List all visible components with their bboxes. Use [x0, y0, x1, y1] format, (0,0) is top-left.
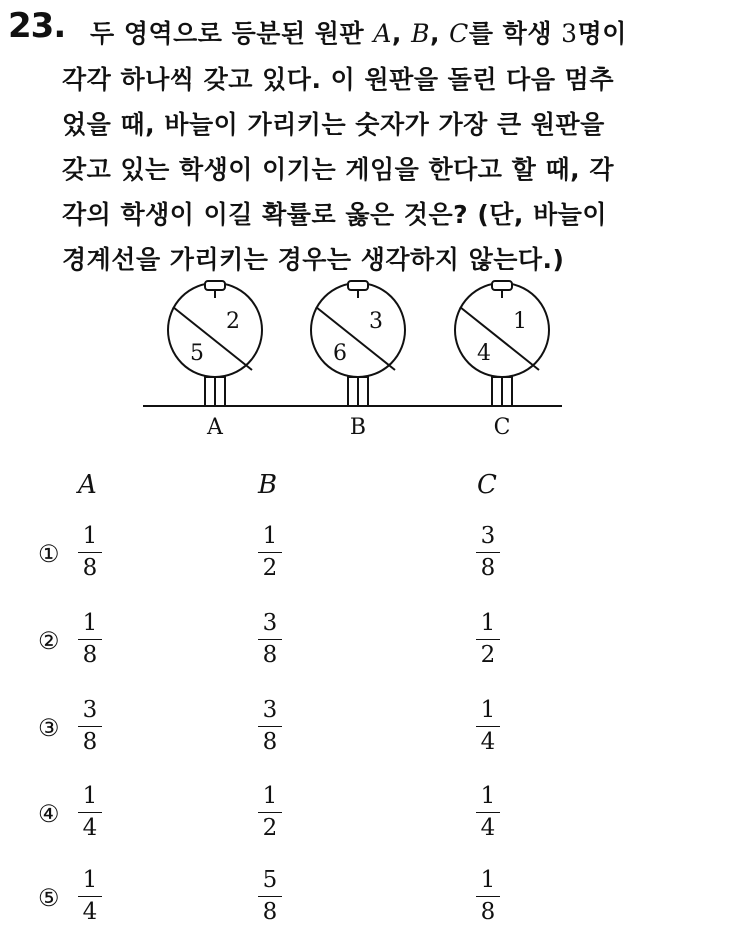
comma: , [429, 19, 450, 48]
label-c: C [449, 19, 469, 48]
denominator: 8 [480, 555, 496, 581]
numerator: 1 [262, 783, 278, 809]
fraction-c [474, 525, 502, 580]
fraction-b [256, 525, 284, 580]
spinner-c-lower-number: 4 [477, 341, 491, 366]
column-header-c: C [477, 470, 497, 500]
question-line-2: 각각 하나씩 갖고 있다. 이 원판을 돌린 다음 멈추 [62, 65, 614, 94]
spinner-b-label: B [349, 415, 367, 440]
numerator: 3 [82, 697, 98, 723]
denominator: 8 [262, 899, 278, 925]
spinner-c-upper-number: 1 [513, 309, 527, 334]
fraction-b [256, 699, 284, 754]
numerator: 1 [480, 867, 496, 893]
spinner-c-divider [460, 307, 539, 370]
denominator: 4 [480, 815, 496, 841]
numerator: 1 [480, 610, 496, 636]
question-text: 명이 [577, 19, 627, 48]
denominator: 8 [82, 555, 98, 581]
fraction-a [76, 525, 104, 580]
option-marker[interactable]: ① [38, 540, 60, 568]
question-line-6: 경계선을 가리키는 경우는 생각하지 않는다.) [62, 245, 565, 274]
option-marker[interactable]: ③ [38, 714, 60, 742]
denominator: 8 [82, 729, 98, 755]
denominator: 2 [480, 642, 496, 668]
fraction-c [474, 612, 502, 667]
denominator: 8 [82, 642, 98, 668]
numerator: 1 [480, 783, 496, 809]
spinner-c-needle-cap [492, 281, 512, 290]
spinner-b-divider [316, 307, 395, 370]
question-line-5: 각의 학생이 이길 확률로 옳은 것은? (단, 바늘이 [62, 200, 608, 229]
question-line-4: 갖고 있는 학생이 이기는 게임을 한다고 할 때, 각 [62, 155, 614, 184]
spinner-a-lower-number: 5 [190, 341, 204, 366]
label-b: B [411, 19, 430, 48]
question-line-3: 었을 때, 바늘이 가리키는 숫자가 가장 큰 원판을 [62, 110, 605, 139]
fraction-a [76, 869, 104, 924]
option-marker[interactable]: ④ [38, 800, 60, 828]
spinner-c-label: C [493, 415, 511, 440]
numerator: 1 [262, 523, 278, 549]
denominator: 2 [262, 815, 278, 841]
spinner-a-needle-cap [205, 281, 225, 290]
numerator: 1 [82, 783, 98, 809]
fraction-b [256, 869, 284, 924]
option-marker[interactable]: ② [38, 627, 60, 655]
fraction-a [76, 785, 104, 840]
fraction-c [474, 785, 502, 840]
denominator: 8 [262, 729, 278, 755]
numerator: 1 [480, 697, 496, 723]
label-a: A [373, 19, 392, 48]
question-text: 두 영역으로 등분된 원판 [90, 19, 374, 48]
numerator: 1 [82, 610, 98, 636]
spinner-a-label: A [207, 415, 223, 440]
question-number: 23. [8, 6, 66, 46]
student-count: 3 [561, 19, 578, 48]
question-text: 를 학생 [468, 19, 562, 48]
denominator: 8 [262, 642, 278, 668]
numerator: 5 [262, 867, 278, 893]
fraction-b [256, 785, 284, 840]
spinner-a-upper-number: 2 [226, 309, 240, 334]
spinner-b-lower-number: 6 [333, 341, 347, 366]
fraction-c [474, 699, 502, 754]
denominator: 2 [262, 555, 278, 581]
numerator: 1 [82, 523, 98, 549]
numerator: 3 [480, 523, 496, 549]
spinner-a-divider [173, 307, 252, 370]
denominator: 4 [82, 815, 98, 841]
comma: , [391, 19, 412, 48]
denominator: 4 [480, 729, 496, 755]
numerator: 3 [262, 610, 278, 636]
column-header-b: B [258, 470, 278, 500]
denominator: 8 [480, 899, 496, 925]
fraction-a [76, 699, 104, 754]
denominator: 4 [82, 899, 98, 925]
numerator: 1 [82, 867, 98, 893]
spinners-figure [0, 0, 730, 450]
column-header-a: A [78, 470, 97, 500]
fraction-a [76, 612, 104, 667]
fraction-b [256, 612, 284, 667]
fraction-c [474, 869, 502, 924]
numerator: 3 [262, 697, 278, 723]
option-marker[interactable]: ⑤ [38, 884, 60, 912]
spinner-b-upper-number: 3 [369, 309, 383, 334]
spinner-b-needle-cap [348, 281, 368, 290]
